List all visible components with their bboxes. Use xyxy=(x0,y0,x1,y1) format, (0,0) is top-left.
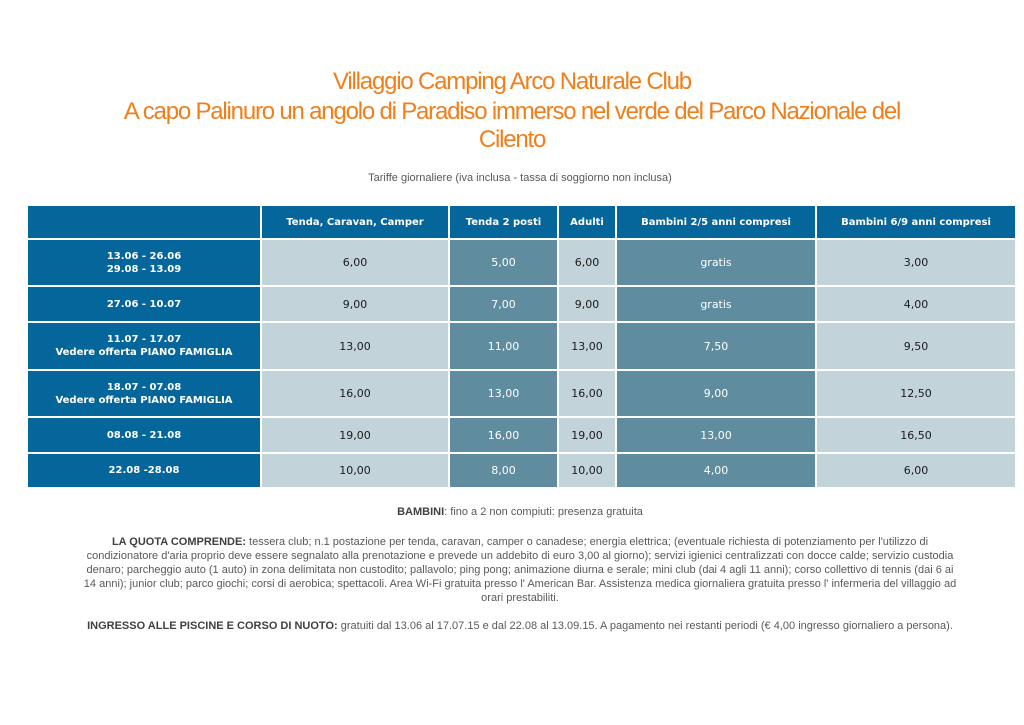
price-cell: 13,00 xyxy=(449,370,558,417)
price-cell: 6,00 xyxy=(261,239,449,286)
period-cell xyxy=(27,322,261,370)
price-cell: 9,00 xyxy=(558,286,616,322)
bambini-text: : fino a 2 non compiuti: presenza gratuita xyxy=(444,506,643,518)
period-line-2: Vedere offerta PIANO FAMIGLIA xyxy=(55,347,233,358)
period-line-1: 18.07 - 07.08 xyxy=(106,381,182,393)
price-cell: 4,00 xyxy=(816,286,1016,322)
ingresso-label: INGRESSO ALLE PISCINE E CORSO DI NUOTO: xyxy=(87,620,338,632)
bambini-note xyxy=(80,505,960,519)
price-cell: 9,00 xyxy=(616,370,816,417)
price-cell: gratis xyxy=(616,286,816,322)
page-title-line-3: Cilento xyxy=(478,126,546,153)
period-cell xyxy=(27,286,261,322)
price-cell: gratis xyxy=(616,239,816,286)
table-row xyxy=(27,417,1016,453)
table-row xyxy=(27,322,1016,370)
price-cell: 13,00 xyxy=(616,417,816,453)
price-cell: 4,00 xyxy=(616,453,816,488)
tariff-table xyxy=(26,204,1017,489)
quota-label: LA QUOTA COMPRENDE: xyxy=(111,536,246,548)
period-cell xyxy=(27,417,261,453)
price-cell: 16,00 xyxy=(558,370,616,417)
column-header-bambini-6-9: Bambini 6/9 anni compresi xyxy=(816,205,1016,239)
ingresso-text: gratuiti dal 13.06 al 17.07.15 e dal 22.08 al 13.09.15. A pagamento nei restanti periodi (€ 4,00 ingresso giornaliero a persona). xyxy=(337,620,953,632)
price-cell: 9,00 xyxy=(261,286,449,322)
period-line-1: 13.06 - 26.06 xyxy=(106,250,182,262)
price-cell: 19,00 xyxy=(558,417,616,453)
price-cell: 13,00 xyxy=(261,322,449,370)
price-cell: 10,00 xyxy=(261,453,449,488)
page-subtitle: Tariffe giornaliere (iva inclusa - tassa di soggiorno non inclusa) xyxy=(368,172,672,184)
period-cell xyxy=(27,239,261,286)
price-cell: 6,00 xyxy=(558,239,616,286)
price-cell: 11,00 xyxy=(449,322,558,370)
table-row xyxy=(27,453,1016,488)
table-row xyxy=(27,370,1016,417)
price-cell: 16,00 xyxy=(449,417,558,453)
price-cell: 6,00 xyxy=(816,453,1016,488)
price-cell: 9,50 xyxy=(816,322,1016,370)
period-line-2: 29.08 - 13.09 xyxy=(106,263,182,275)
price-cell: 12,50 xyxy=(816,370,1016,417)
page-title-line-1: Villaggio Camping Arco Naturale Club xyxy=(333,68,691,95)
price-cell: 7,00 xyxy=(449,286,558,322)
table-row xyxy=(27,286,1016,322)
price-cell: 3,00 xyxy=(816,239,1016,286)
period-line-1: 27.06 - 10.07 xyxy=(106,298,182,310)
price-cell: 16,50 xyxy=(816,417,1016,453)
price-cell: 7,50 xyxy=(616,322,816,370)
period-cell xyxy=(27,453,261,488)
column-header-period xyxy=(27,205,261,239)
table-header-row xyxy=(27,205,1016,239)
period-cell xyxy=(27,370,261,417)
ingresso-piscine-note xyxy=(80,619,960,633)
column-header-tenda-caravan-camper: Tenda, Caravan, Camper xyxy=(261,205,449,239)
quota-text: tessera club; n.1 postazione per tenda, caravan, camper o canadese; energia elettrica; (eventuale richiesta di potenziamento per l'utilizzo di condizionatore d'aria proprio deve essere segnalato alla prenotazione e prevede un addebito di euro 3,00 al giorno); servizi igienici centralizzati con docce calde; servizio custodia denaro; parcheggio auto (1 auto) in zona delimitata non custodito; pallavolo; ping pong; animazione diurna e serale; mini club (dai 4 agli 11 anni); corso collettivo di tennis (dai 6 ai 14 anni); junior club; parco giochi; corsi di aerobica; spettacoli. Area Wi-Fi gratuita presso l' American Bar. Assistenza medica giornaliera gratuita presso l' infermeria del villaggio ad orari prestabiliti. xyxy=(83,536,957,604)
period-line-1: 11.07 - 17.07 xyxy=(106,334,182,345)
bambini-label: BAMBINI xyxy=(397,506,445,518)
price-cell: 19,00 xyxy=(261,417,449,453)
price-cell: 8,00 xyxy=(449,453,558,488)
column-header-bambini-2-5: Bambini 2/5 anni compresi xyxy=(616,205,816,239)
table-row xyxy=(27,239,1016,286)
page-title-line-2: A capo Palinuro un angolo di Paradiso immerso nel verde del Parco Nazionale del xyxy=(123,98,901,125)
period-line-2: Vedere offerta PIANO FAMIGLIA xyxy=(55,394,233,406)
quota-comprende-note xyxy=(80,535,960,605)
price-cell: 5,00 xyxy=(449,239,558,286)
column-header-adulti: Adulti xyxy=(558,205,616,239)
column-header-tenda-2-posti: Tenda 2 posti xyxy=(449,205,558,239)
price-cell: 13,00 xyxy=(558,322,616,370)
price-cell: 16,00 xyxy=(261,370,449,417)
price-cell: 10,00 xyxy=(558,453,616,488)
period-line-1: 22.08 -28.08 xyxy=(108,465,180,476)
period-line-1: 08.08 - 21.08 xyxy=(106,429,182,441)
